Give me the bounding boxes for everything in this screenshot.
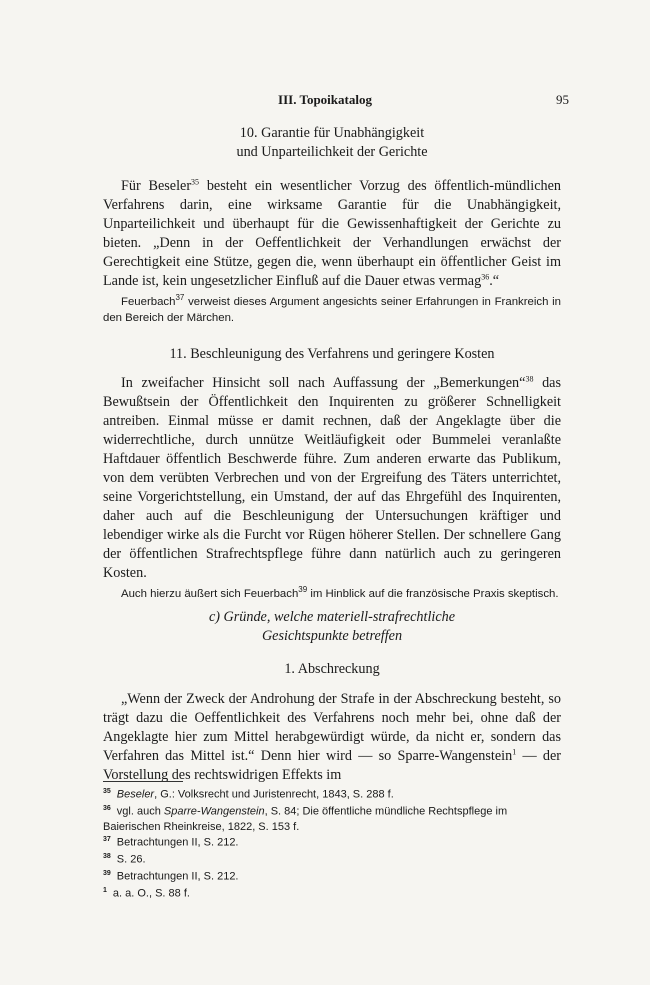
running-header	[0, 92, 650, 110]
section-10-note: Feuerbach$^{37}$ verweist dieses Argument angesichts seiner Erfahrungen in Frankreich in den Bereich der Märchen.	[103, 293, 561, 324]
section-10	[103, 124, 561, 326]
section-11-heading: 11. Beschleunigung des Verfahrens und geringere Kosten	[169, 346, 495, 362]
footnote-divider	[103, 781, 183, 782]
section-11	[103, 345, 561, 602]
section-11-paragraph: In zweifacher Hinsicht soll nach Auffassung der „Bemerkungen“$^{38}$ das Bewußtsein der Öffentlichkeit den Inquirenten zu größerer Schnelligkeit antreiben. Einmal müsse er damit rechnen, daß der Angeklagte über die widerrechtliche, durch unnütze Weitläufigkeit oder Bummelei veranlaßte Haftdauer öffentlich Beschwerde führe. Zum anderen erwarte das Publikum, von dem verübten Verbrechen und von der Ergreifung des Täters unterrichtet, seine Vorgerichtstellung, ein Umstand, der auf das Ehrgefühl des Inquirenten, daher auch auf die Beschleunigung der Untersuchungen kräftiger und lebendiger wirke als die Furcht vor Rügen höherer Stellen. Der schnellere Gang der öffentlichen Strafrechtspflege führe dann natürlich auch zu geringeren Kosten.	[103, 374, 561, 581]
footnote-ref-38: 38	[525, 374, 534, 384]
section-c-heading-line1: c) Gründe, welche materiell-strafrechtliche	[208, 609, 456, 625]
section-10-heading-line2: und Unparteilichkeit der Gerichte	[236, 144, 428, 160]
footnote-ref-39: 39	[298, 585, 308, 595]
footnote-37: $^{37}$ Betrachtungen II, S. 212.	[103, 836, 239, 849]
footnote-1: $^1$ a. a. O., S. 88 f.	[103, 887, 190, 900]
footnote-38: $^{38}$ S. 26.	[103, 853, 146, 866]
page-number: 95	[556, 92, 569, 107]
section-11-note: Auch hierzu äußert sich Feuerbach$^{39}$ im Hinblick auf die französische Praxis skeptisch.	[121, 585, 559, 600]
footnote-ref-1: 1	[512, 747, 517, 757]
footnote-36: $^{36}$ vgl. auch Sparre-Wangenstein, S. 84; Die öffentliche mündliche Rechtspflege im Baierischen Rheinkreise, 1822, S. 153 f.	[103, 805, 508, 833]
section-10-heading-line1: 10. Garantie für Unabhängigkeit	[239, 125, 425, 141]
footnote-39: $^{39}$ Betrachtungen II, S. 212.	[103, 870, 239, 883]
footnote-ref-36: 36	[481, 272, 490, 282]
section-10-paragraph: Für Beseler$^{35}$ besteht ein wesentlicher Vorzug des öffentlich-mündlichen Verfahrens darin, eine wirksame Garantie für die Unabhängigkeit, Unparteilichkeit und überhaupt für die Gewissenhaftigkeit der Gerichte zu bieten. „Denn in der Oeffentlichkeit der Verhandlungen erwächst der Gerechtigkeit eine Stütze, gegen die, wenn überhaupt ein öffentlicher Geist im Lande ist, kein ungesetzlicher Einfluß auf die Dauer etwas vermag$^{36}$.“	[103, 177, 561, 289]
running-title: III. Topoikatalog	[278, 92, 372, 107]
section-c-heading-line2: Gesichtspunkte betreffen	[261, 628, 403, 644]
section-c	[103, 608, 561, 785]
footnote-ref-35: 35	[191, 177, 200, 187]
subsection-heading: 1. Abschreckung	[284, 661, 380, 677]
section-c-paragraph: „Wenn der Zweck der Androhung der Strafe in der Abschreckung besteht, so trägt dazu die Oeffentlichkeit des Verfahrens noch mehr bei, ohne daß der Angeklagte hier zum Mittel herabgewürdigt würde, da nicht er, sondern das Verfahren das Mittel ist.“ Denn hier wird — so Sparre-Wangenstein$^1$ — der Vorstellung des rechtswidrigen Effekts im	[103, 691, 561, 783]
footnote-35: $^{35}$ Beseler, G.: Volksrecht und Juristenrecht, 1843, S. 288 f.	[103, 788, 394, 801]
footnote-ref-37: 37	[175, 293, 185, 303]
